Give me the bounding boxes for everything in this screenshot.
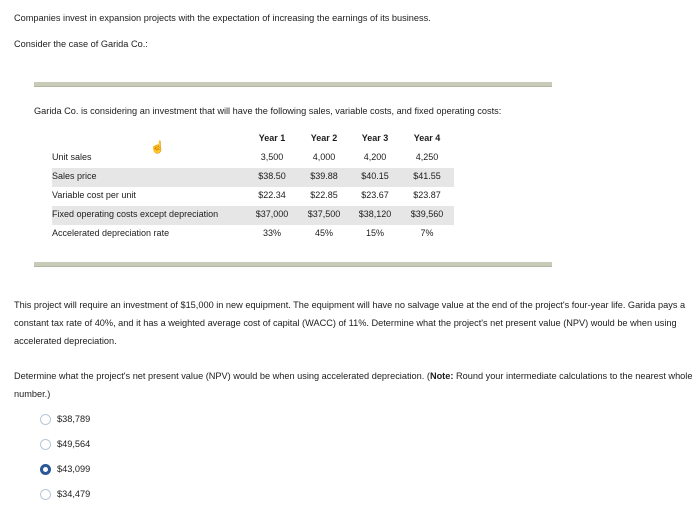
header-year-4: Year 4 <box>413 133 441 143</box>
option-label: $38,789 <box>57 414 91 424</box>
setup-text: Garida Co. is considering an investment that will have the following sales, variable costs, and fixed operating costs: <box>34 106 502 116</box>
table-row-depreciation-rate <box>52 225 454 244</box>
table-row-fixed-costs <box>52 206 454 225</box>
intro-line-2: Consider the case of Garida Co.: <box>14 39 148 49</box>
table-row-unit-sales <box>52 149 454 168</box>
answer-option-1[interactable] <box>40 411 90 427</box>
table-cell: $23.87 <box>413 190 441 200</box>
answer-option-2[interactable] <box>40 436 90 452</box>
table-cell: 45% <box>314 228 333 238</box>
radio-button[interactable] <box>40 414 51 425</box>
row-label: Fixed operating costs except depreciation <box>52 209 219 219</box>
problem-paragraph: This project will require an investment of $15,000 in new equipment. The equipment will have no salvage value at the end of the project's four-year life. Garida pays a constant tax rate of 40%, and it has a weighted average cost of capital (WACC) of 11%. Determine what the project's net present value (NPV) would be when using accelerated depreciation. <box>14 300 686 346</box>
intro-line-1: Companies invest in expansion projects with the expectation of increasing the earnings of its business. <box>14 13 431 23</box>
header-year-3: Year 3 <box>361 133 389 143</box>
row-label: Variable cost per unit <box>52 190 136 200</box>
divider-top <box>34 82 552 87</box>
answer-option-4[interactable] <box>40 486 90 502</box>
row-label: Sales price <box>52 171 97 181</box>
table-cell: 3,500 <box>260 152 284 162</box>
table-cell: $40.15 <box>361 171 389 181</box>
table-cell: 4,250 <box>415 152 439 162</box>
table-row-sales-price <box>52 168 454 187</box>
radio-button[interactable] <box>40 464 51 475</box>
note-text: Round your intermediate calculations to the nearest whole number.) <box>14 371 693 399</box>
question-main: Determine what the project's net present value (NPV) would be when using accelerated depreciation. ( <box>14 371 430 381</box>
radio-button[interactable] <box>40 489 51 500</box>
row-label: Unit sales <box>52 152 92 162</box>
hand-pointer-icon: ☝ <box>150 140 165 154</box>
radio-button[interactable] <box>40 439 51 450</box>
table-cell: $37,000 <box>255 209 289 219</box>
table-cell: $22.85 <box>310 190 338 200</box>
answer-option-3[interactable] <box>40 461 90 477</box>
row-label: Accelerated depreciation rate <box>52 228 170 238</box>
table-cell: 33% <box>262 228 281 238</box>
table-cell: $22.34 <box>258 190 286 200</box>
note-label: Note: <box>429 371 454 381</box>
table-cell: $38.50 <box>258 171 286 181</box>
table-cell: $38,120 <box>358 209 392 219</box>
header-year-2: Year 2 <box>310 133 338 143</box>
table-cell: 15% <box>365 228 384 238</box>
header-year-1: Year 1 <box>258 133 286 143</box>
option-label: $34,479 <box>57 489 91 499</box>
table-cell: $39,560 <box>410 209 444 219</box>
divider-bottom <box>34 262 552 267</box>
table-cell: 4,200 <box>363 152 387 162</box>
table-cell: 7% <box>420 228 434 238</box>
option-label: $43,099 <box>57 464 91 474</box>
table-cell: $41.55 <box>413 171 441 181</box>
table-row-variable-cost <box>52 187 454 206</box>
table-cell: $39.88 <box>310 171 338 181</box>
table-cell: $37,500 <box>307 209 341 219</box>
table-header-row <box>52 130 454 154</box>
question-text <box>14 367 694 403</box>
table-cell: 4,000 <box>312 152 336 162</box>
table-cell: $23.67 <box>361 190 389 200</box>
option-label: $49,564 <box>57 439 91 449</box>
